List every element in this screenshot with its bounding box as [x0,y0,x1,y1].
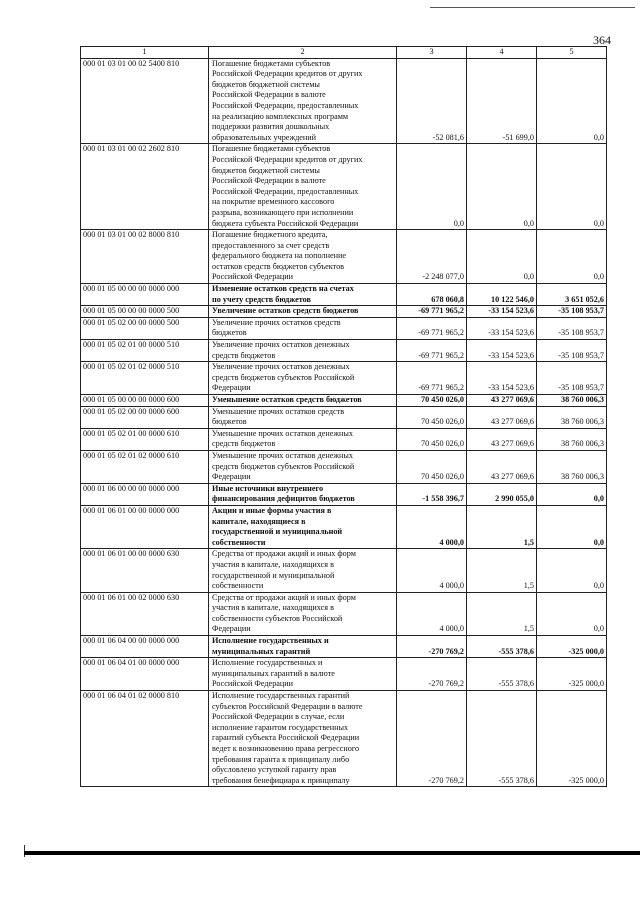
row-description [209,230,397,284]
description-line: Российской Федерации, предоставленных [212,100,359,110]
row-value-v3: 4 000,0 [397,592,467,635]
description-line: Федерации [212,383,251,393]
row-description [209,592,397,635]
description-line: собственности [212,581,264,591]
row-description [209,340,397,362]
row-value-v3: -270 769,2 [397,691,467,787]
description-line: государственной и муниципальной [212,527,343,537]
row-value-v5: 0,0 [537,549,607,592]
description-line: средств бюджетов субъектов Российской [212,372,355,382]
header-col-3: 3 [397,47,467,59]
row-value-v4: -33 154 523,6 [467,306,537,318]
description-line: федерального бюджета на пополнение [212,251,346,261]
row-value-v5: 0,0 [537,483,607,505]
description-line: гарантий субъекта Российской Федерации [212,733,360,743]
row-value-v4: -555 378,6 [467,636,537,658]
row-value-v4: 43 277 069,6 [467,450,537,483]
description-line: Увеличение прочих остатков средств [212,317,341,327]
row-description [209,306,397,318]
description-line: Акции и иные формы участия в [212,505,332,515]
table-row [81,306,607,318]
description-line: на покрытие временного кассового [212,197,335,207]
row-value-v3: -1 558 396,7 [397,483,467,505]
header-col-4: 4 [467,47,537,59]
row-value-v4: -555 378,6 [467,658,537,691]
row-code: 000 01 03 01 00 02 8000 810 [81,230,209,284]
row-code: 000 01 06 01 00 02 0000 630 [81,592,209,635]
table-row [81,317,607,339]
row-description [209,505,397,548]
row-value-v3: 70 450 026,0 [397,406,467,428]
row-value-v4: 43 277 069,6 [467,428,537,450]
row-description [209,428,397,450]
row-value-v5: 38 760 006,3 [537,450,607,483]
row-value-v4: -33 154 523,6 [467,362,537,395]
table-body [81,58,607,787]
row-value-v3: 70 450 026,0 [397,428,467,450]
description-line: на реализацию комплексных программ [212,111,349,121]
row-value-v3: -69 771 965,2 [397,362,467,395]
description-line: поддержки развития дошкольных [212,122,330,132]
row-code: 000 01 05 00 00 00 0000 600 [81,395,209,407]
row-value-v4: 43 277 069,6 [467,395,537,407]
row-code: 000 01 03 01 00 02 5400 810 [81,58,209,144]
table-header-row [81,47,607,59]
description-line: собственности субъектов Российской [212,613,343,623]
table-row [81,691,607,787]
row-value-v3: -69 771 965,2 [397,306,467,318]
description-line: Российской Федерации в валюте [212,90,326,100]
row-value-v4: 1,5 [467,592,537,635]
table-row [81,406,607,428]
description-line: ведет к возникновению права регрессного [212,744,360,753]
description-line: по учету средств бюджетов [212,294,311,304]
row-value-v3: 678 060,8 [397,284,467,306]
table-row [81,636,607,658]
description-line: государственной и муниципальной [212,570,335,580]
row-description [209,549,397,592]
row-code: 000 01 06 01 00 00 0000 000 [81,505,209,548]
description-line: Исполнение государственных гарантий [212,691,350,701]
row-value-v5: 38 760 006,3 [537,428,607,450]
table-row [81,395,607,407]
top-rule [430,7,635,8]
description-line: остатков средств бюджетов субъектов [212,261,345,271]
description-line: участия в капитале, находящихся в [212,559,334,569]
row-value-v3: 4 000,0 [397,549,467,592]
description-line: Погашение бюджетами субъектов [212,58,331,68]
row-code: 000 01 05 02 00 00 0000 500 [81,317,209,339]
row-value-v4: 10 122 546,0 [467,284,537,306]
description-line: Российской Федерации в валюте [212,176,326,186]
description-line: Уменьшение прочих остатков средств [212,406,345,416]
row-value-v3: 4 000,0 [397,505,467,548]
row-value-v3: -52 081,6 [397,58,467,144]
description-line: Погашение бюджетного кредита, [212,230,328,240]
description-line: Российской Федерации [212,679,294,689]
description-line: бюджетов бюджетной системы [212,165,320,175]
description-line: бюджетов [212,328,247,338]
description-line: Средства от продажи акций и иных форм [212,549,356,559]
description-line: Российской Федерации в случае, если [212,712,345,722]
table-row [81,505,607,548]
page-number: 364 [593,33,611,47]
row-value-v5: -325 000,0 [537,691,607,787]
row-value-v5: 0,0 [537,144,607,230]
description-line: исполнение гарантом государственных [212,722,349,732]
row-description [209,317,397,339]
row-value-v5: -325 000,0 [537,658,607,691]
description-line: капитале, находящиеся в [212,516,306,526]
row-value-v5: 0,0 [537,230,607,284]
budget-table-container [80,46,606,787]
description-line: Исполнение государственных и [212,636,329,646]
row-value-v5: 0,0 [537,592,607,635]
row-code: 000 01 06 00 00 00 0000 000 [81,483,209,505]
row-description [209,144,397,230]
row-value-v4: 0,0 [467,144,537,230]
row-code: 000 01 06 01 00 00 0000 630 [81,549,209,592]
description-line: образовательных учреждений [212,132,317,142]
row-code: 000 01 05 00 00 00 0000 500 [81,306,209,318]
row-description [209,483,397,505]
row-description [209,362,397,395]
row-code: 000 01 06 04 01 00 0000 000 [81,658,209,691]
row-value-v5: -35 108 953,7 [537,306,607,318]
row-description [209,691,397,787]
row-value-v4: 0,0 [467,230,537,284]
table-row [81,658,607,691]
row-value-v3: -69 771 965,2 [397,317,467,339]
description-line: требования гаранта к принципалу либо [212,754,350,764]
description-line: средств бюджетов субъектов Российской [212,461,355,471]
description-line: участия в капитале, находящихся в [212,603,334,613]
description-line: средств бюджетов [212,439,276,449]
description-line: Иные источники внутреннего [212,483,324,493]
description-line: Увеличение остатков средств бюджетов [212,306,359,316]
row-value-v5: -325 000,0 [537,636,607,658]
row-value-v5: -35 108 953,7 [537,362,607,395]
description-line: Погашение бюджетами субъектов [212,144,331,154]
row-value-v3: -270 769,2 [397,658,467,691]
row-value-v4: 1,5 [467,549,537,592]
table-row [81,428,607,450]
description-line: Федерации [212,624,251,634]
row-description [209,58,397,144]
row-code: 000 01 05 02 01 02 0000 510 [81,362,209,395]
budget-sources-table [80,46,607,787]
row-code: 000 01 05 02 01 00 0000 610 [81,428,209,450]
row-value-v3: 70 450 026,0 [397,450,467,483]
row-code: 000 01 03 01 00 02 2602 810 [81,144,209,230]
row-value-v3: -270 769,2 [397,636,467,658]
row-value-v3: -2 248 077,0 [397,230,467,284]
row-value-v4: -33 154 523,6 [467,317,537,339]
row-code: 000 01 06 04 00 00 0000 000 [81,636,209,658]
description-line: Исполнение государственных и [212,658,323,668]
description-line: Российской Федерации кредитов от других [212,69,363,79]
description-line: бюджетов бюджетной системы [212,79,320,89]
table-row [81,483,607,505]
table-row [81,340,607,362]
description-line: Российской Федерации [212,272,294,282]
row-value-v5: 38 760 006,3 [537,395,607,407]
description-line: разрыва, возникающего при исполнении [212,207,354,217]
row-value-v4: -555 378,6 [467,691,537,787]
description-line: Российской Федерации кредитов от других [212,154,363,164]
row-value-v5: -35 108 953,7 [537,317,607,339]
description-line: финансирования дефицитов бюджетов [212,494,355,504]
description-line: бюджетов [212,417,247,427]
header-col-1: 1 [81,47,209,59]
row-value-v5: 38 760 006,3 [537,406,607,428]
row-description [209,658,397,691]
row-code: 000 01 06 04 01 02 0000 810 [81,691,209,787]
row-value-v4: -33 154 523,6 [467,340,537,362]
table-row [81,230,607,284]
description-line: Федерации [212,472,251,482]
table-row [81,284,607,306]
description-line: бюджета субъекта Российской Федерации [212,218,359,228]
row-value-v4: 2 990 055,0 [467,483,537,505]
header-col-2: 2 [209,47,397,59]
table-row [81,549,607,592]
description-line: собственности [212,537,266,547]
row-value-v5: 3 651 052,6 [537,284,607,306]
description-line: Увеличение прочих остатков денежных [212,362,350,372]
scan-bottom-bar [24,851,640,855]
row-value-v3: -69 771 965,2 [397,340,467,362]
row-code: 000 01 05 02 01 00 0000 510 [81,340,209,362]
table-row [81,450,607,483]
description-line: муниципальных гарантий [212,646,311,656]
table-row [81,58,607,144]
description-line: Уменьшение прочих остатков денежных [212,450,354,460]
row-description [209,284,397,306]
row-code: 000 01 05 02 01 02 0000 610 [81,450,209,483]
row-code: 000 01 05 00 00 00 0000 000 [81,284,209,306]
description-line: Средства от продажи акций и иных форм [212,592,356,602]
description-line: Увеличение прочих остатков денежных [212,340,350,350]
table-row [81,144,607,230]
table-row [81,592,607,635]
row-value-v5: -35 108 953,7 [537,340,607,362]
row-code: 000 01 05 02 00 00 0000 600 [81,406,209,428]
description-line: Уменьшение прочих остатков денежных [212,428,354,438]
description-line: средств бюджетов [212,350,276,360]
description-line: муниципальных гарантий в валюте [212,668,335,678]
row-value-v5: 0,0 [537,505,607,548]
row-description [209,450,397,483]
row-description [209,406,397,428]
row-description [209,395,397,407]
row-description [209,636,397,658]
description-line: предоставленного за счет средств [212,240,330,250]
row-value-v5: 0,0 [537,58,607,144]
row-value-v3: 70 450 026,0 [397,395,467,407]
description-line: обусловлено уступкой гаранту прав [212,765,337,775]
row-value-v3: 0,0 [397,144,467,230]
description-line: Российской Федерации, предоставленных [212,186,359,196]
table-row [81,362,607,395]
description-line: Уменьшение остатков средств бюджетов [212,395,362,404]
description-line: субъектов Российской Федерации в валюте [212,701,363,711]
row-value-v4: 1,5 [467,505,537,548]
description-line: Изменение остатков средств на счетах [212,284,354,294]
row-value-v4: 43 277 069,6 [467,406,537,428]
description-line: требования бенефициара к принципалу [212,775,350,785]
row-value-v4: -51 699,0 [467,58,537,144]
header-col-5: 5 [537,47,607,59]
